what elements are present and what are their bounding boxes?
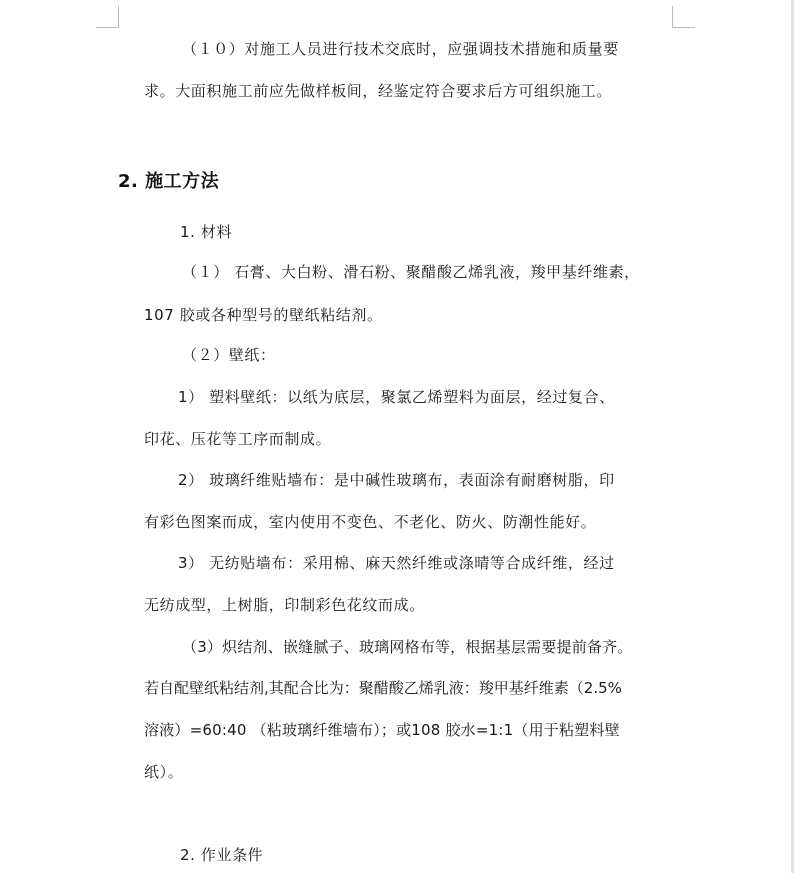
paragraph-line: （１） 石膏、大白粉、滑石粉、聚醋酸乙烯乳液，羧甲基纤维素， <box>182 263 640 281</box>
paragraph-line: 有彩色图案而成，室内使用不变色、不老化、防火、防潮性能好。 <box>144 513 597 531</box>
paragraph-line: 若自配壁纸粘结剂,其配合比为：聚醋酸乙烯乳液：羧甲基纤维素（2.5% <box>144 679 622 697</box>
paragraph-line: 2） 玻璃纤维贴墙布：是中碱性玻璃布，表面涂有耐磨树脂，印 <box>178 471 615 489</box>
crop-mark-top-left <box>118 6 119 28</box>
paragraph-line: 无纺成型，上树脂，印制彩色花纹而成。 <box>144 596 425 614</box>
paragraph-line: （3）炽结剂、嵌缝腻子、玻璃网格布等，根据基层需要提前备齐。 <box>182 638 633 656</box>
crop-mark-top-right <box>673 27 695 28</box>
paragraph-line: （１０）对施工人员进行技术交底时，应强调技术措施和质量要 <box>182 40 619 58</box>
subsection-title: 1. 材料 <box>180 223 233 241</box>
paragraph-line: 纸）。 <box>144 763 184 781</box>
paragraph-line: 3） 无纺贴墙布：采用棉、麻天然纤维或涤晴等合成纤维，经过 <box>178 554 615 572</box>
paragraph-line: 印花、压花等工序而制成。 <box>144 430 332 448</box>
crop-mark-top-right <box>672 6 673 28</box>
paragraph-line: （２）壁纸： <box>182 346 276 364</box>
crop-mark-top-left <box>96 27 118 28</box>
subsection-title: 2. 作业条件 <box>180 846 264 864</box>
paragraph-line: 溶液）=60:40 （粘玻璃纤维墙布）；或108 胶水=1:1（用于粘塑料壁 <box>144 721 620 739</box>
paragraph-line: 107 胶或各种型号的壁纸粘结剂。 <box>144 306 383 324</box>
paragraph-line: 1） 塑料壁纸：以纸为底层，聚氯乙烯塑料为面层，经过复合、 <box>178 388 615 406</box>
paragraph-line: 求。大面积施工前应先做样板间，经鉴定符合要求后方可组织施工。 <box>144 82 613 100</box>
section-heading: 2. 施工方法 <box>118 171 220 192</box>
